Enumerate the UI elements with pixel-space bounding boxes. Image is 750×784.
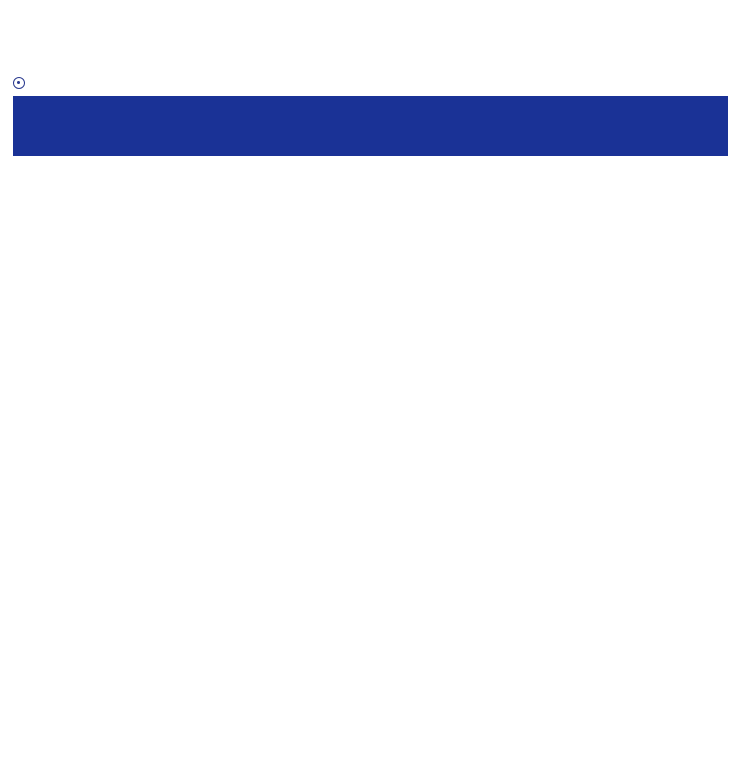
section-title: [13, 72, 31, 94]
table-header: [13, 96, 728, 156]
circle-dot-icon: [13, 77, 25, 89]
